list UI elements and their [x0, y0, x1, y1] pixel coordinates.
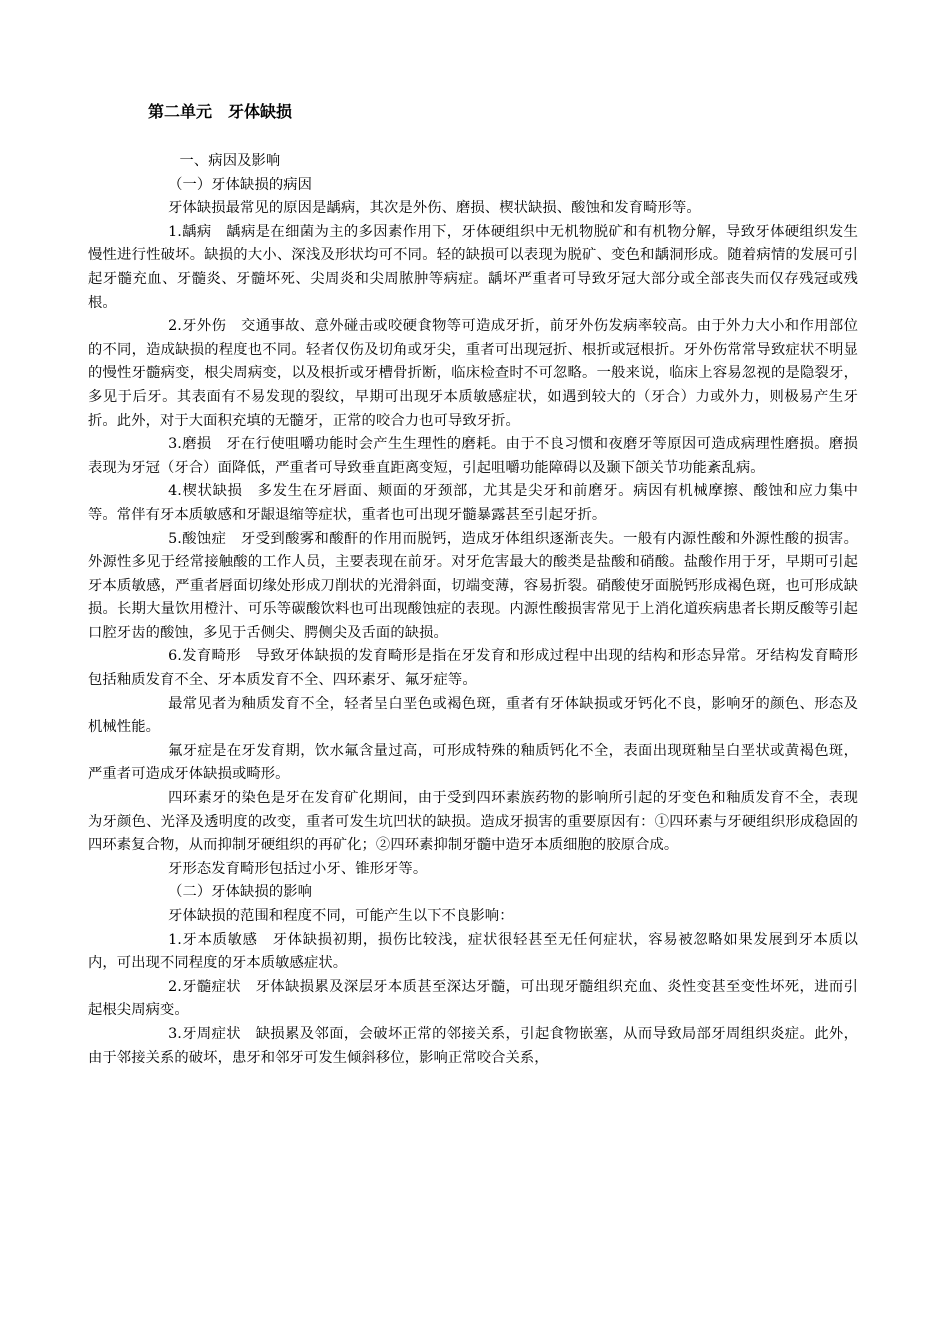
body-paragraph: 1.龋病 龋病是在细菌为主的多因素作用下，牙体硬组织中无机物脱矿和有机物分解，导致牙体硬组织发生慢性进行性破坏。缺损的大小、深浅及形状均可不同。轻的缺损可以表现为脱矿、变色和龋洞形成。随着病情的发展可引起牙髓充血、牙髓炎、牙髓坏死、尖周炎和尖周脓肿等病症。龋坏严重者可导致牙冠大部分或全部丧失而仅存残冠或残根。 — [88, 223, 858, 311]
body-paragraph: 最常见者为釉质发育不全，轻者呈白垩色或褐色斑，重者有牙体缺损或牙钙化不良，影响牙的颜色、形态及机械性能。 — [88, 695, 858, 736]
document-body — [88, 150, 858, 1070]
body-paragraph: 1.牙本质敏感 牙体缺损初期，损伤比较浅，症状很轻甚至无任何症状，容易被忽略如果发展到牙本质以内，可出现不同程度的牙本质敏感症状。 — [88, 931, 858, 972]
body-paragraph: 氟牙症是在牙发育期，饮水氟含量过高，可形成特殊的釉质钙化不全，表面出现斑釉呈白垩状或黄褐色斑，严重者可造成牙体缺损或畸形。 — [88, 742, 858, 783]
subsection-heading: （一）牙体缺损的病因 — [168, 176, 313, 193]
body-paragraph: 牙形态发育畸形包括过小牙、锥形牙等。 — [168, 860, 428, 877]
body-paragraph: 四环素牙的染色是牙在发育矿化期间，由于受到四环素族药物的影响所引起的牙变色和釉质发育不全，表现为牙颜色、光泽及透明度的改变，重者可发生坑凹状的缺损。造成牙损害的重要原因有：①四环素与牙硬组织形成稳固的四环素复合物，从而抑制牙硬组织的再矿化；②四环素抑制牙髓中造牙本质细胞的胶原合成。 — [88, 790, 858, 854]
body-paragraph: 4.楔状缺损 多发生在牙唇面、颊面的牙颈部，尤其是尖牙和前磨牙。病因有机械摩擦、酸蚀和应力集中等。常伴有牙本质敏感和牙龈退缩等症状，重者也可出现牙髓暴露甚至引起牙折。 — [88, 483, 858, 523]
subsection-heading: （二）牙体缺损的影响 — [168, 884, 313, 901]
body-paragraph: 牙体缺损的范围和程度不同，可能产生以下不良影响： — [168, 908, 514, 924]
body-paragraph: 5.酸蚀症 牙受到酸雾和酸酐的作用而脱钙，造成牙体组织逐渐丧失。一般有内源性酸和外源性酸的损害。外源性多见于经常接触酸的工作人员，主要表现在前牙。对牙危害最大的酸类是盐酸和硝酸。盐酸作用于牙，早期可引起牙本质敏感，严重者唇面切缘处形成刀削状的光滑斜面，切端变薄，容易折裂。硝酸使牙面脱钙形成褐色斑，也可形成缺损。长期大量饮用橙汁、可乐等碳酸饮料也可出现酸蚀症的表现。内源性酸损害常见于上消化道疾病患者长期反酸等引起口腔牙齿的酸蚀，多见于舌侧尖、腭侧尖及舌面的缺损。 — [88, 530, 858, 641]
body-paragraph: 3.牙周症状 缺损累及邻面，会破坏正常的邻接关系，引起食物嵌塞，从而导致局部牙周组织炎症。此外，由于邻接关系的破坏，患牙和邻牙可发生倾斜移位，影响正常咬合关系， — [88, 1025, 858, 1066]
body-paragraph: 6.发育畸形 导致牙体缺损的发育畸形是指在牙发育和形成过程中出现的结构和形态异常。牙结构发育畸形包括釉质发育不全、牙本质发育不全、四环素牙、氟牙症等。 — [88, 648, 858, 689]
section-heading: 一、病因及影响 — [179, 153, 281, 169]
body-paragraph: 牙体缺损最常见的原因是龋病，其次是外伤、磨损、楔状缺损、酸蚀和发育畸形等。 — [168, 200, 701, 217]
body-paragraph: 2.牙外伤 交通事故、意外碰击或咬硬食物等可造成牙折，前牙外伤发病率较高。由于外力大小和作用部位的不同，造成缺损的程度也不同。轻者仅伤及切角或牙尖，重者可出现冠折、根折或冠根折。牙外伤常常导致症状不明显的慢性牙髓病变，根尖周病变，以及根折或牙槽骨折断，临床检查时不可忽略。一般来说，临床上容易忽视的是隐裂牙，多见于后牙。其表面有不易发现的裂纹，早期可出现牙本质敏感症状，如遇到较大的（牙合）力或外力，则极易产生牙折。此外，对于大面积充填的无髓牙，正常的咬合力也可导致牙折。 — [88, 318, 858, 429]
body-paragraph: 2.牙髓症状 牙体缺损累及深层牙本质甚至深达牙髓，可出现牙髓组织充血、炎性变甚至变性坏死，进而引起根尖周病变。 — [88, 978, 858, 1019]
unit-title: 第二单元 牙体缺损 — [148, 102, 293, 121]
body-paragraph: 3.磨损 牙在行使咀嚼功能时会产生生理性的磨耗。由于不良习惯和夜磨牙等原因可造成病理性磨损。磨损表现为牙冠（牙合）面降低，严重者可导致垂直距离变短，引起咀嚼功能障碍以及颞下颌关节功能紊乱病。 — [88, 436, 858, 476]
